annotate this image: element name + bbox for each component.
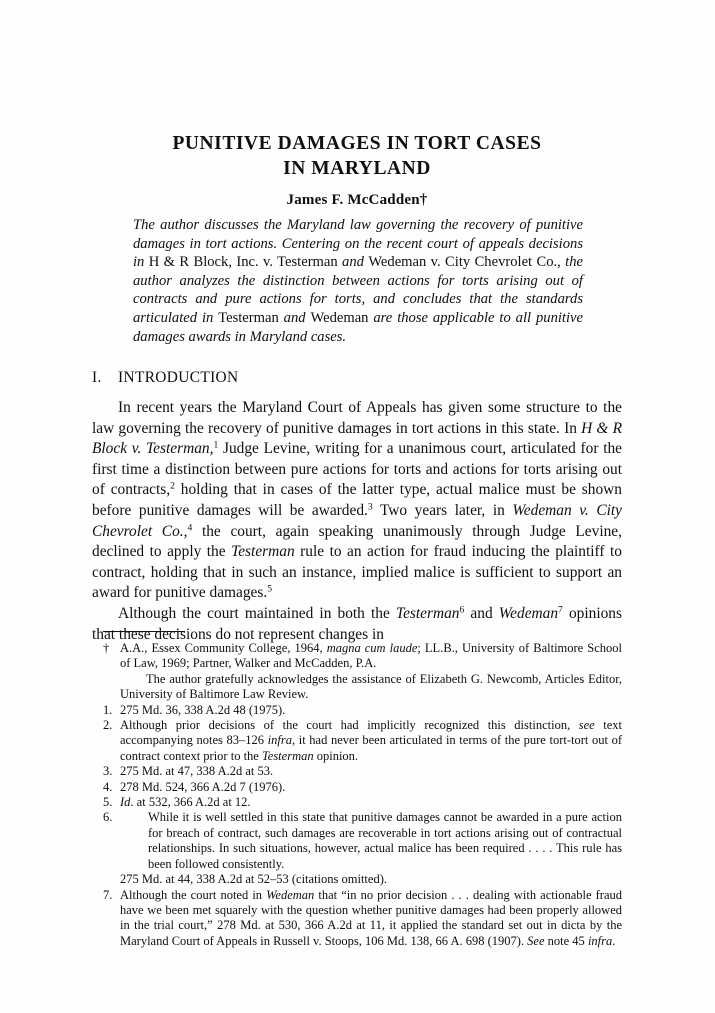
footnote-ref[interactable]: 7: [558, 604, 563, 616]
footnote-segment: , it had never been articulated in terms of the pure tort-tort out of contract context prior to the: [120, 733, 622, 763]
footnote-separator-rule: [103, 631, 185, 632]
body-segment: Although the court maintained in both the: [118, 604, 396, 622]
body-case-citation: Testerman: [395, 604, 460, 622]
abstract-case-citation: H & R Block, Inc. v. Testerman: [148, 254, 338, 271]
footnote-7: [103, 888, 622, 950]
footnote-1: [103, 703, 622, 718]
abstract-case-citation: Wedeman v. City Chevrolet Co.,: [368, 254, 561, 271]
footnote-marker: †: [103, 641, 110, 655]
body-segment: Judge Levine, writing for a unanimous court, articulated for the first time a distinction between pure actions for torts and actions for torts arising out of contracts,: [92, 440, 622, 499]
footnote-segment: text accompanying notes 83–126: [120, 718, 622, 748]
footnote-segment: Although the court noted in: [120, 887, 267, 902]
footnote-dagger: [103, 641, 622, 672]
abstract: [133, 216, 583, 346]
footnote-segment: that “in no prior decision . . . dealing with actionable fraud have we been met squarely with the question whether punitive damages had been properly allowed in the trial court,” 278 Md. at 530, 366 A.2d at 11, it applied the standard set out in dicta by the Maryland Court of Appeals in Russell v. Stoops, 106 Md. 138, 66 A. 698 (1907).: [120, 887, 622, 948]
footnote-segment: A.A., Essex Community College, 1964,: [120, 641, 327, 655]
section-heading-label: INTRODUCTION: [118, 369, 239, 386]
abstract-case-citation: Wedeman: [310, 309, 369, 326]
footnote-marker: 7.: [103, 887, 113, 902]
footnote-marker: 3.: [103, 764, 113, 779]
abstract-segment: and: [337, 254, 369, 271]
article-title: [92, 131, 622, 181]
body-segment: rule to an action for fraud inducing the plaintiff to contract, holding that in such an instance, implied malice is sufficient to support an award for punitive damages.: [92, 543, 622, 602]
body-text: [92, 398, 622, 645]
footnote-marker: 4.: [103, 779, 113, 794]
footnote-italic: Wedeman: [266, 887, 315, 902]
abstract-segment: the author analyzes the distinction between actions for torts arising out of contracts and pure actions for torts, and concludes that the standards articulated in: [133, 254, 584, 326]
body-case-citation: Wedeman v. City Chevrolet Co.,: [92, 501, 622, 540]
body-case-citation: Wedeman: [498, 604, 559, 622]
footnote-italic: infra: [587, 933, 613, 948]
author-byline: James F. McCadden†: [286, 192, 428, 208]
footnote-segment: opinion.: [313, 748, 359, 763]
body-segment: In recent years the Maryland Court of Appeals has given some structure to the law governing the recovery of punitive damages in tort actions in this state. In: [92, 399, 622, 437]
footnote-2: [103, 718, 622, 764]
section-numeral: I.: [92, 369, 102, 386]
footnote-ref[interactable]: 5: [267, 584, 273, 596]
footnote-marker: 1.: [103, 702, 113, 717]
footnote-ref[interactable]: 1: [213, 439, 219, 451]
footnote-6-citation: 275 Md. at 44, 338 A.2d at 52–53 (citations omitted).: [120, 872, 387, 887]
body-segment: holding that in cases of the latter type, actual malice must be shown before punitive damages will be awarded.: [92, 481, 622, 519]
footnote-segment: Although prior decisions of the court had implicitly recognized this distinction,: [120, 718, 579, 733]
footnote-ref[interactable]: 6: [459, 604, 465, 616]
footnote-ref[interactable]: 4: [187, 522, 193, 534]
body-case-citation: Testerman: [231, 543, 295, 561]
footnote-segment: ; LL.B., University of Baltimore School of Law, 1969; Partner, Walker and McCadden, P.A.: [120, 641, 622, 671]
abstract-segment: and: [278, 309, 311, 326]
footnote-3: [103, 764, 622, 779]
footnote-dagger-continuation: The author gratefully acknowledges the assistance of Elizabeth G. Newcomb, Articles Editor, University of Baltimore Law Review.: [120, 671, 622, 702]
footnote-italic: Id: [120, 795, 131, 810]
section-heading: [92, 369, 238, 387]
footnote-6: [103, 810, 622, 872]
footnote-italic: see: [578, 718, 595, 733]
footnote-marker: 2.: [103, 718, 113, 733]
abstract-segment: The author discusses the Maryland law governing the recovery of punitive damages in tort actions. Centering on the recent court of appeals decisions in: [133, 217, 583, 271]
body-paragraph: [92, 398, 622, 604]
footnote-italic: magna cum laude: [326, 641, 418, 655]
footnote-italic: infra: [267, 733, 292, 748]
abstract-segment: are those applicable to all punitive damages awards in Maryland cases.: [133, 309, 583, 345]
body-segment: the court, again speaking unanimously through Judge Levine, declined to apply the: [92, 522, 622, 561]
footnote-marker: 6.: [103, 810, 113, 825]
footnote-4: [103, 780, 622, 795]
footnote-segment: 278 Md. 524, 366 A.2d 7 (1976).: [120, 779, 286, 794]
footnote-blockquote: While it is well settled in this state that punitive damages cannot be awarded in a pure action for breach of contract, such damages are recoverable in tort actions arising out of contractual relationships. In such situations, however, actual malice has been required . . . . This rule has been followed consistently.: [148, 810, 622, 871]
footnote-ref[interactable]: 3: [367, 501, 373, 513]
body-segment: opinions that these decisions do not represent changes in: [92, 604, 622, 643]
footnote-segment: . at 532, 366 A.2d at 12.: [130, 795, 251, 810]
footnote-segment: 275 Md. 36, 338 A.2d 48 (1975).: [120, 702, 286, 717]
body-segment: and: [464, 604, 499, 622]
abstract-case-citation: Testerman: [218, 309, 279, 326]
footnote-ref[interactable]: 2: [170, 481, 175, 493]
footnotes-section: [103, 641, 622, 949]
footnote-5: [103, 795, 622, 810]
footnote-italic: See: [527, 933, 545, 948]
footnote-segment: .: [612, 933, 616, 948]
footnote-italic: Testerman: [261, 748, 314, 763]
body-case-citation: H & R Block v. Testerman,: [92, 419, 623, 458]
footnote-marker: 5.: [103, 795, 113, 810]
footnote-segment: 275 Md. at 47, 338 A.2d at 53.: [120, 764, 274, 779]
footnote-segment: note 45: [544, 933, 588, 948]
article-title-line-2: IN MARYLAND: [283, 158, 431, 179]
article-title-line-1: PUNITIVE DAMAGES IN TORT CASES: [172, 133, 542, 154]
title-block: [92, 131, 622, 209]
body-segment: Two years later, in: [372, 501, 513, 519]
body-paragraph: [92, 604, 622, 645]
